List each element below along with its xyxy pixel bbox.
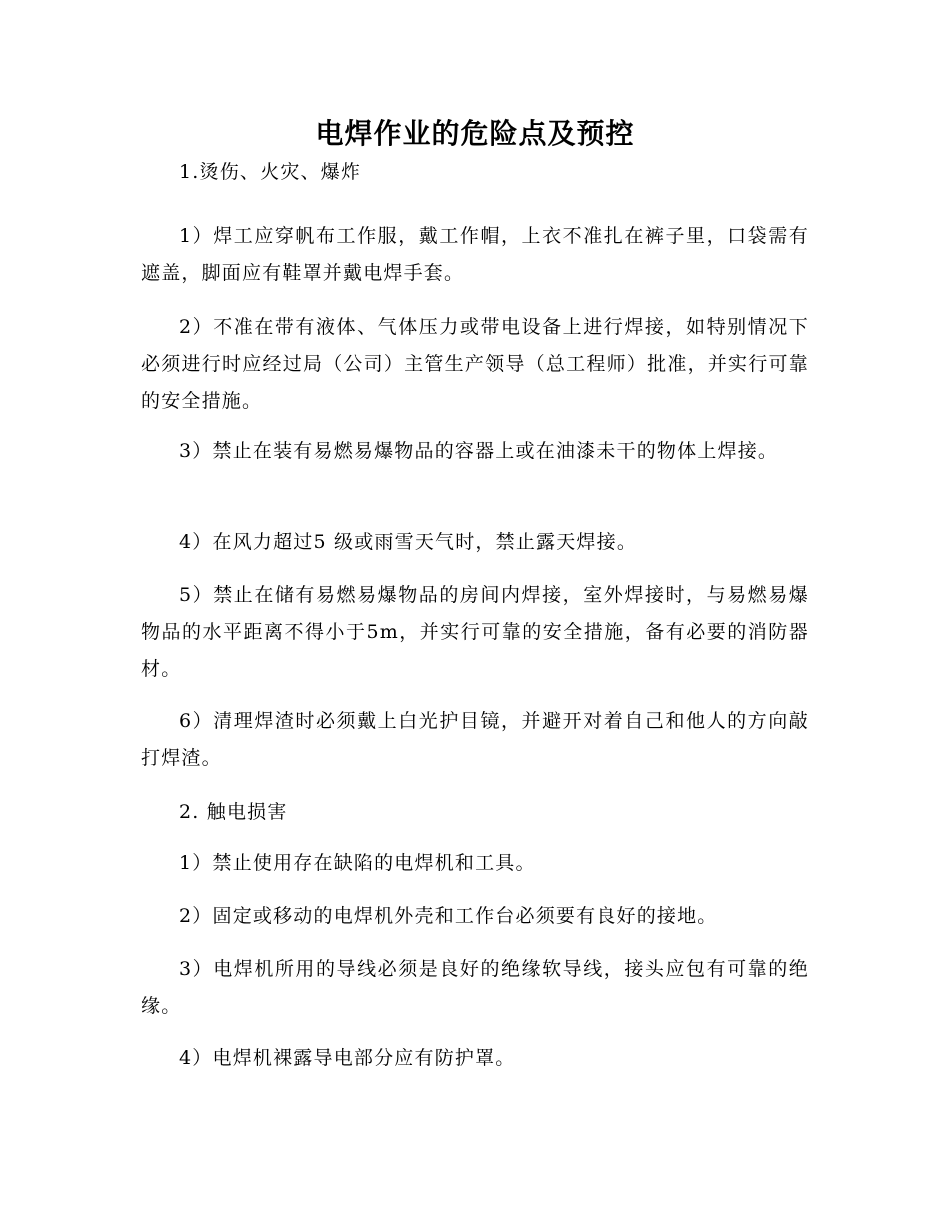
paragraph-item: 2）固定或移动的电焊机外壳和工作台必须要有良好的接地。	[179, 905, 718, 927]
paragraph-item: 1）禁止使用存在缺陷的电焊机和工具。	[179, 852, 536, 874]
paragraph-item: 4）电焊机裸露导电部分应有防护罩。	[179, 1047, 516, 1069]
paragraph-item: 3）电焊机所用的导线必须是良好的绝缘软导线，接头应包有可靠的绝缘。	[141, 958, 809, 1017]
paragraph-item: 6）清理焊渣时必须戴上白光护目镜，并避开对着自己和他人的方向敲打焊渣。	[141, 710, 809, 769]
section-heading-burns: 1.烫伤、火灾、爆炸	[179, 161, 362, 183]
page-title: 电焊作业的危险点及预控	[315, 117, 635, 150]
paragraph-item: 1）焊工应穿帆布工作服，戴工作帽，上衣不准扎在裤子里，口袋需有遮盖，脚面应有鞋罩并戴电焊手套。	[141, 225, 809, 284]
paragraph-item: 5）禁止在储有易燃易爆物品的房间内焊接，室外焊接时，与易燃易爆物品的水平距离不得小于5m，并实行可靠的安全措施，备有必要的消防器材。	[141, 584, 809, 680]
paragraph-item: 3）禁止在装有易燃易爆物品的容器上或在油漆未干的物体上焊接。	[179, 440, 779, 462]
paragraph-item: 4）在风力超过5 级或雨雪天气时，禁止露天焊接。	[179, 531, 638, 553]
paragraph-item: 2）不准在带有液体、气体压力或带电设备上进行焊接，如特别情况下必须进行时应经过局（公司）主管生产领导（总工程师）批准，并实行可靠的安全措施。	[141, 316, 809, 412]
section-heading-electric-shock: 2. 触电损害	[179, 801, 288, 823]
